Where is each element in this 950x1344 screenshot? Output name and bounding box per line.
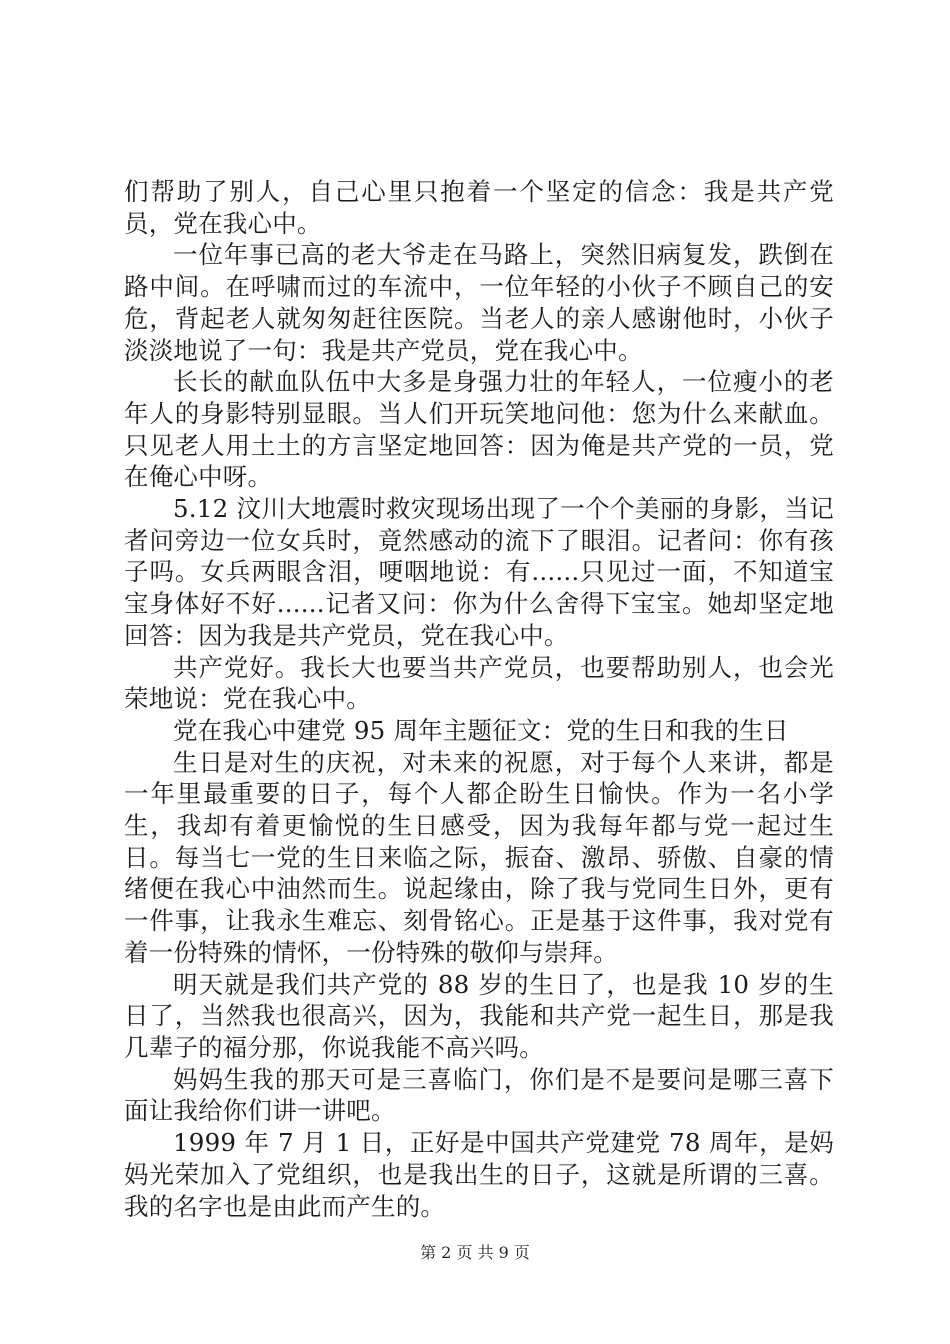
paragraph: 共产党好。我长大也要当共产党员，也要帮助别人，也会光荣地说：党在我心中。 (124, 652, 834, 714)
document-body (124, 176, 834, 1222)
paragraph: 妈妈生我的那天可是三喜临门，你们是不是要问是哪三喜下面让我给你们讲一讲吧。 (124, 1064, 834, 1126)
page-footer: 第 2 页 共 9 页 (420, 1243, 530, 1262)
paragraph: 生日是对生的庆祝，对未来的祝愿，对于每个人来讲，都是一年里最重要的日子，每个人都企盼生日愉快。作为一名小学生，我却有着更愉悦的生日感受，因为我每年都与党一起过生日。每当七一党的生日来临之际，振奋、激昂、骄傲、自豪的情绪便在我心中油然而生。说起缘由，除了我与党同生日外，更有一件事，让我永生难忘、刻骨铭心。正是基于这件事，我对党有着一份特殊的情怀，一份特殊的敬仰与崇拜。 (124, 747, 834, 967)
paragraph: 5.12 汶川大地震时救灾现场出现了一个个美丽的身影，当记者问旁边一位女兵时，竟然感动的流下了眼泪。记者问：你有孩子吗。女兵两眼含泪，哽咽地说：有......只见过一面，不知道宝宝身体好不好......记者又问：你为什么舍得下宝宝。她却坚定地回答：因为我是共产党员，党在我心中。 (124, 494, 834, 650)
paragraph: 一位年事已高的老大爷走在马路上，突然旧病复发，跌倒在路中间。在呼啸而过的车流中，一位年轻的小伙子不顾自己的安危，背起老人就匆匆赶往医院。当老人的亲人感谢他时，小伙子淡淡地说了一句：我是共产党员，党在我心中。 (124, 240, 834, 365)
paragraph: 长长的献血队伍中大多是身强力壮的年轻人，一位瘦小的老年人的身影特别显眼。当人们开玩笑地问他：您为什么来献血。只见老人用土土的方言坚定地回答：因为俺是共产党的一员，党在俺心中呀。 (124, 367, 834, 492)
paragraph: 们帮助了别人，自己心里只抱着一个坚定的信念：我是共产党员，党在我心中。 (124, 177, 834, 238)
section-heading: 党在我心中建党 95 周年主题征文：党的生日和我的生日 (173, 715, 789, 745)
paragraph: 明天就是我们共产党的 88 岁的生日了，也是我 10 岁的生日了，当然我也很高兴，因为，我能和共产党一起生日，那是我几辈子的福分那，你说我能不高兴吗。 (124, 969, 834, 1062)
paragraph: 1999 年 7 月 1 日，正好是中国共产党建党 78 周年，是妈妈光荣加入了党组织，也是我出生的日子，这就是所谓的三喜。我的名字也是由此而产生的。 (124, 1128, 834, 1221)
